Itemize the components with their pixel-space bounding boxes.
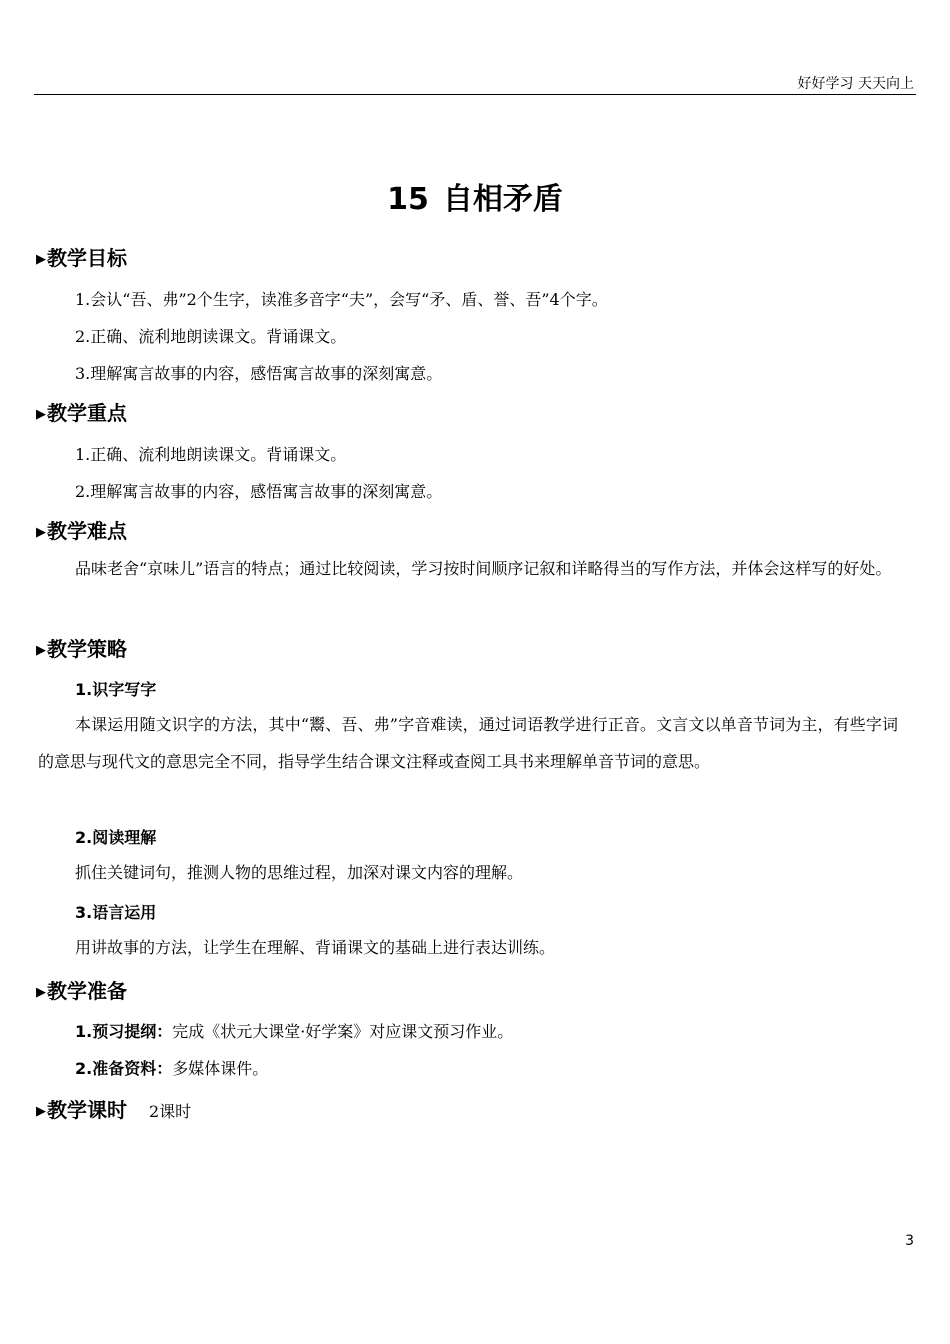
goal-item: 2.正确、流利地朗读课文。背诵课文。: [75, 327, 347, 346]
page-number: 3: [905, 1233, 914, 1249]
goal-item: 1.会认“吾、弗”2个生字，读准多音字“夫”，会写“矛、盾、誉、吾”4个字。: [75, 290, 608, 309]
header-divider: [34, 94, 916, 95]
section-heading-strategies: ▶教学策略: [36, 637, 127, 661]
triangle-bullet-icon: ▶: [36, 985, 46, 1000]
page-title: [0, 174, 950, 218]
preparation-item: 2.准备资料：多媒体课件。: [75, 1059, 269, 1078]
lesson-number: 15: [387, 182, 429, 217]
difficulties-paragraph: 品味老舍“京味儿”语言的特点；通过比较阅读，学习按时间顺序记叙和详略得当的写作方法，并体会这样写的好处。: [75, 559, 892, 578]
strategy-title: 2.阅读理解: [75, 828, 157, 847]
lesson-title: 自相矛盾: [442, 182, 563, 217]
strategy-text: 用讲故事的方法，让学生在理解、背诵课文的基础上进行表达训练。: [75, 938, 556, 957]
section-heading-key-points: ▶教学重点: [36, 401, 127, 425]
key-point-item: 2.理解寓言故事的内容，感悟寓言故事的深刻寓意。: [75, 482, 443, 501]
triangle-bullet-icon: ▶: [36, 525, 46, 540]
triangle-bullet-icon: ▶: [36, 643, 46, 658]
section-heading-preparation: ▶教学准备: [36, 979, 127, 1003]
section-heading-hours: ▶教学课时 2课时: [36, 1098, 192, 1122]
section-heading-goals: ▶教学目标: [36, 246, 127, 270]
preparation-item: 1.预习提纲：完成《状元大课堂·好学案》对应课文预习作业。: [75, 1022, 514, 1041]
key-point-item: 1.正确、流利地朗读课文。背诵课文。: [75, 445, 347, 464]
triangle-bullet-icon: ▶: [36, 407, 46, 422]
section-heading-difficulties: ▶教学难点: [36, 519, 127, 543]
strategy-text: 本课运用随文识字的方法，其中“鬻、吾、弗”字音难读，通过词语教学进行正音。文言文以单音节词为主，有些字词的意思与现代文的意思完全不同，指导学生结合课文注释或查阅工具书来理解单音节词的意思。: [38, 715, 898, 771]
header-slogan: 好好学习 天天向上: [797, 76, 914, 92]
strategy-text: 抓住关键词句，推测人物的思维过程，加深对课文内容的理解。: [75, 863, 524, 882]
teaching-hours-value: 2课时: [149, 1102, 192, 1121]
goal-item: 3.理解寓言故事的内容，感悟寓言故事的深刻寓意。: [75, 364, 443, 383]
triangle-bullet-icon: ▶: [36, 252, 46, 267]
strategy-title: 1.识字写字: [75, 680, 157, 699]
strategy-title: 3.语言运用: [75, 903, 157, 922]
triangle-bullet-icon: ▶: [36, 1104, 46, 1119]
